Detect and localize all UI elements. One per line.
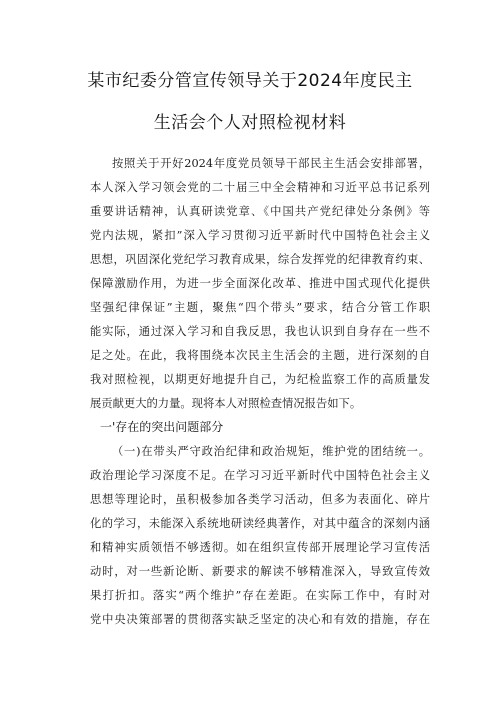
- body-line: 足之处。在此，我将围绕本次民主生活会的主题，进行深刻的自: [90, 349, 430, 362]
- body-line: 党中央决策部署的贯彻落实缺乏坚定的决心和有效的措施，存在: [90, 613, 430, 626]
- section-heading: 一'存在的突出问题部分: [100, 420, 224, 434]
- body-line: 果打折扣。落实“两个维护”存在差距。在实际工作中，有时对: [90, 589, 430, 602]
- body-line: 我对照检视，以期更好地提升自己，为纪检监察工作的高质量发: [90, 373, 430, 386]
- body-line: 和精神实质领悟不够透彻。如在组织宣传部开展理论学习宣传活: [90, 541, 430, 554]
- body-line: 思想，巩固深化党纪学习教育成果，综合发挥党的纪律教育约束、: [90, 253, 430, 266]
- body-line: 思想等理论时，虽积极参加各类学习活动，但多为表面化、碎片: [90, 493, 430, 506]
- body-line: 动时，对一些新论断、新要求的解读不够精准深入，导致宣传效: [90, 565, 430, 578]
- body-line: 坚强纪律保证”主题，聚焦“四个带头”要求，结合分管工作职: [90, 301, 430, 314]
- body-line: 政治理论学习深度不足。在学习习近平新时代中国特色社会主义: [90, 469, 430, 482]
- body-line: 本人深入学习领会党的二十届三中全会精神和习近平总书记系列: [90, 181, 430, 194]
- body-line: 按照关于开好2024年度党员领导干部民主生活会安排部署，: [112, 157, 430, 170]
- body-line: （一)在带头严守政治纪律和政治规矩，维护党的团结统一。: [112, 445, 430, 458]
- body-line: 重要讲话精神，认真研读党章、《中国共产党纪律处分条例》等: [90, 205, 430, 218]
- body-line: 保障激励作用，为进一步全面深化改革、推进中国式现代化提供: [90, 277, 430, 290]
- document-title-line-1: 某市纪委分管宣传领导关于2024年度民主: [87, 71, 413, 91]
- body-line: 展贡献更大的力量。现将本人对照检查情况报告如下。: [90, 397, 362, 410]
- body-line: 党内法规，紧扣”深入学习贯彻习近平新时代中国特色社会主义: [90, 229, 430, 242]
- body-line: 能实际，通过深入学习和自我反思，我也认识到自身存在一些不: [90, 325, 430, 338]
- document-title-line-2: 生活会个人对照检视材料: [153, 113, 347, 133]
- body-line: 化的学习，未能深入系统地研读经典著作，对其中蕴含的深刻内涵: [90, 517, 430, 530]
